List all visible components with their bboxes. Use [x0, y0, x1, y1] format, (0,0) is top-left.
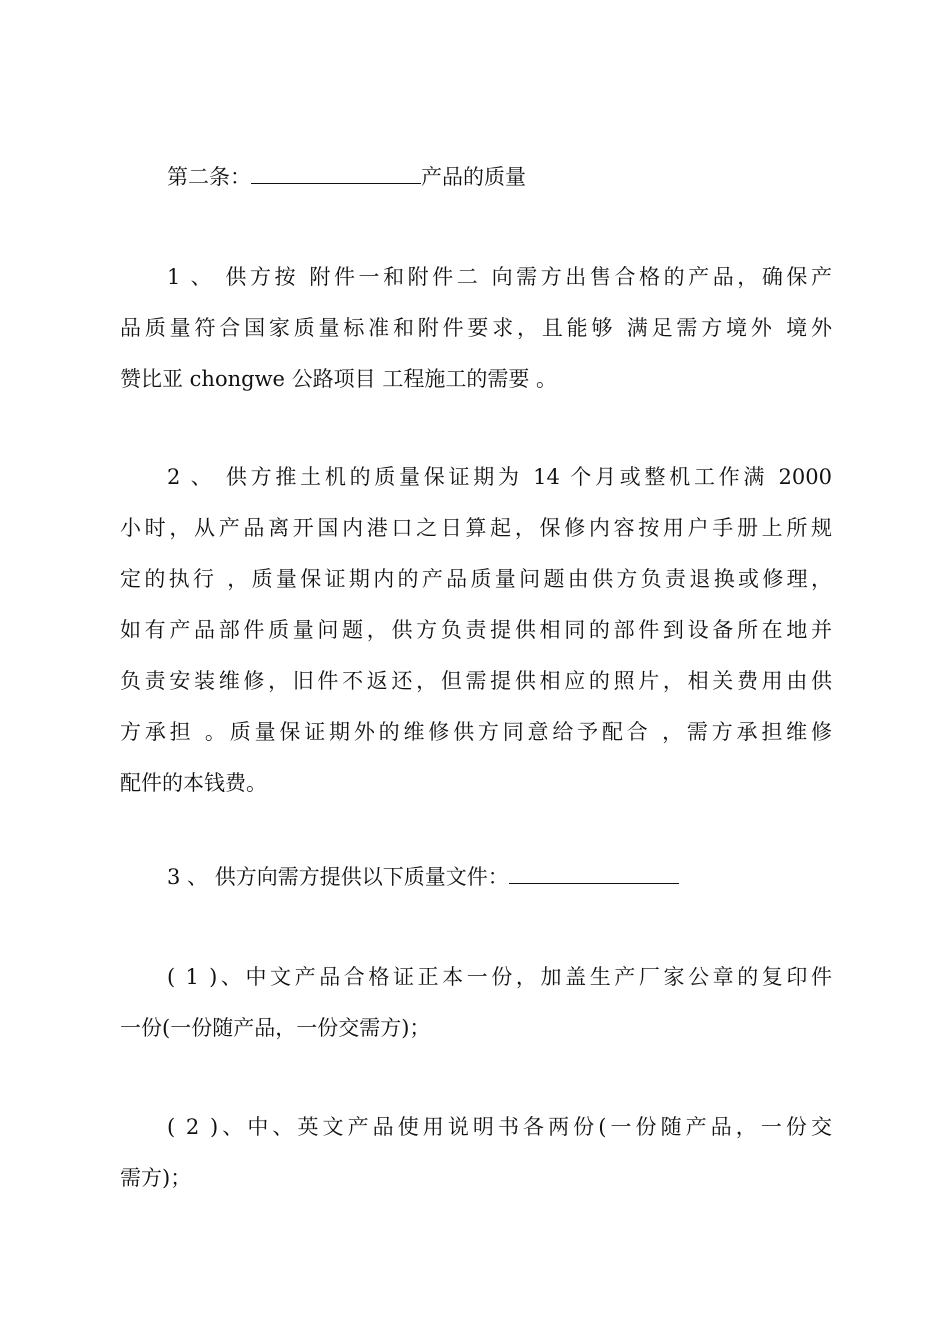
- clause-2-line-5: 负责安装维修，旧件不返还，但需提供相应的照片，相关费用由供: [120, 669, 832, 693]
- clause-3-heading: [167, 862, 879, 892]
- item-2-line-2: 需方)；: [120, 1166, 192, 1190]
- article-heading-prefix: 第二条：: [167, 165, 251, 189]
- item-1-line-2: 一份(一份随产品，一份交需方)；: [120, 1016, 431, 1040]
- clause-2-line-7: 配件的本钱费。: [120, 771, 267, 795]
- fill-in-blank: [251, 165, 421, 184]
- clause-2-line-4: 如有产品部件质量问题，供方负责提供相同的部件到设备所在地并: [120, 618, 832, 642]
- fill-in-blank: [509, 865, 679, 884]
- item-2-line-1: ( 2 )、中、英文产品使用说明书各两份(一份随产品，一份交: [167, 1115, 832, 1139]
- clause-1-line-3: 赞比亚 chongwe 公路项目 工程施工的需要 。: [120, 367, 557, 391]
- item-1-line-1: ( 1 )、中文产品合格证正本一份，加盖生产厂家公章的复印件: [167, 965, 832, 989]
- clause-2-line-1: 2 、 供方推土机的质量保证期为 14 个月或整机工作满 2000: [167, 465, 832, 489]
- article-heading-suffix: 产品的质量: [421, 165, 526, 189]
- clause-2-line-6: 方承担 。质量保证期外的维修供方同意给予配合 ，需方承担维修: [120, 720, 832, 744]
- clause-3-heading-text: 3 、 供方向需方提供以下质量文件：: [167, 865, 509, 889]
- clause-1-line-2: 品质量符合国家质量标准和附件要求，且能够 满足需方境外 境外: [120, 316, 832, 340]
- clause-2-line-2: 小时，从产品离开国内港口之日算起，保修内容按用户手册上所规: [120, 516, 832, 540]
- clause-1-line-1: 1 、 供方按 附件一和附件二 向需方出售合格的产品，确保产: [167, 265, 832, 289]
- article-heading: [167, 162, 879, 192]
- clause-2-line-3: 定的执行 ，质量保证期内的产品质量问题由供方负责退换或修理，: [120, 567, 832, 591]
